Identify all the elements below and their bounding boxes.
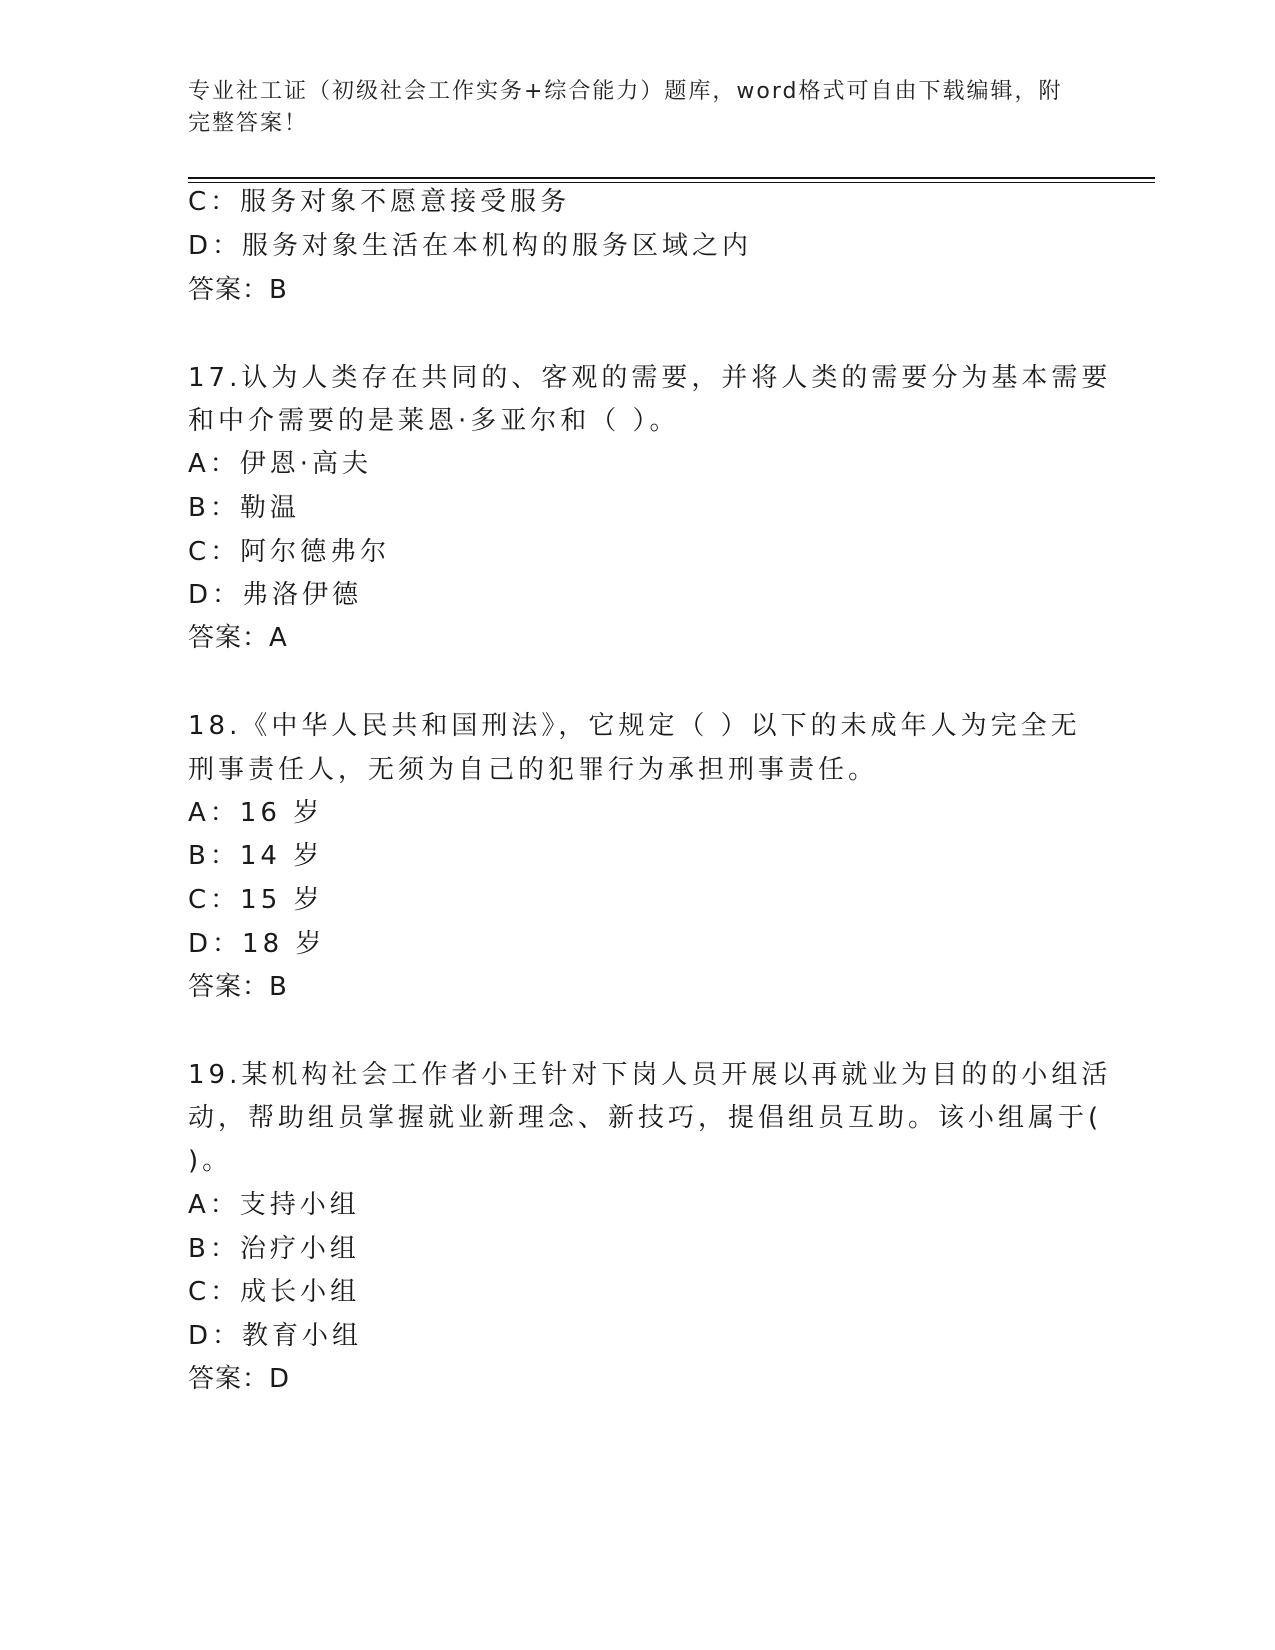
q19-stem-line-2: 动，帮助组员掌握就业新理念、新技巧，提倡组员互助。该小组属于(: [188, 1103, 1103, 1133]
q19-option-c: C：成长小组: [188, 1277, 361, 1307]
q18-option-a: A：16 岁: [188, 798, 324, 828]
q17-stem-line-1: 17.认为人类存在共同的、客观的需要，并将人类的需要分为基本需要: [188, 363, 1112, 393]
prev-answer: 答案：B: [188, 275, 288, 305]
header-divider-thin: [188, 182, 1155, 183]
q18-option-d: D：18 岁: [188, 929, 326, 959]
document-header: [188, 76, 1088, 140]
q18-answer: 答案：B: [188, 972, 288, 1002]
q19-stem-line-1: 19.某机构社会工作者小王针对下岗人员开展以再就业为目的的小组活: [188, 1060, 1112, 1090]
q19-option-a: A：支持小组: [188, 1190, 360, 1220]
q18-option-b: B：14 岁: [188, 841, 324, 871]
q17-option-b: B：勒温: [188, 493, 300, 523]
prev-option-c: C：服务对象不愿意接受服务: [188, 187, 571, 217]
q17-option-d: D：弗洛伊德: [188, 580, 363, 610]
q17-answer: 答案：A: [188, 623, 288, 653]
header-line-1: 专业社工证（初级社会工作实务+综合能力）题库，word格式可自由下载编辑，附: [188, 79, 1063, 104]
header-divider-thick: [188, 177, 1155, 179]
q17-stem-line-2: 和中介需要的是莱恩·多亚尔和（ ）。: [188, 406, 680, 436]
q18-option-c: C：15 岁: [188, 885, 324, 915]
q17-option-a: A：伊恩·高夫: [188, 449, 373, 479]
q18-stem-line-1: 18.《中华人民共和国刑法》，它规定（ ）以下的未成年人为完全无: [188, 711, 1081, 741]
q19-option-d: D：教育小组: [188, 1321, 363, 1351]
q19-option-b: B：治疗小组: [188, 1234, 360, 1264]
q19-answer: 答案：D: [188, 1364, 291, 1394]
header-line-2: 完整答案！: [188, 111, 309, 136]
prev-option-d: D：服务对象生活在本机构的服务区域之内: [188, 231, 753, 261]
q17-option-c: C：阿尔德弗尔: [188, 537, 391, 567]
q18-stem-line-2: 刑事责任人，无须为自己的犯罪行为承担刑事责任。: [188, 755, 879, 785]
q19-stem-line-3: )。: [188, 1146, 233, 1176]
